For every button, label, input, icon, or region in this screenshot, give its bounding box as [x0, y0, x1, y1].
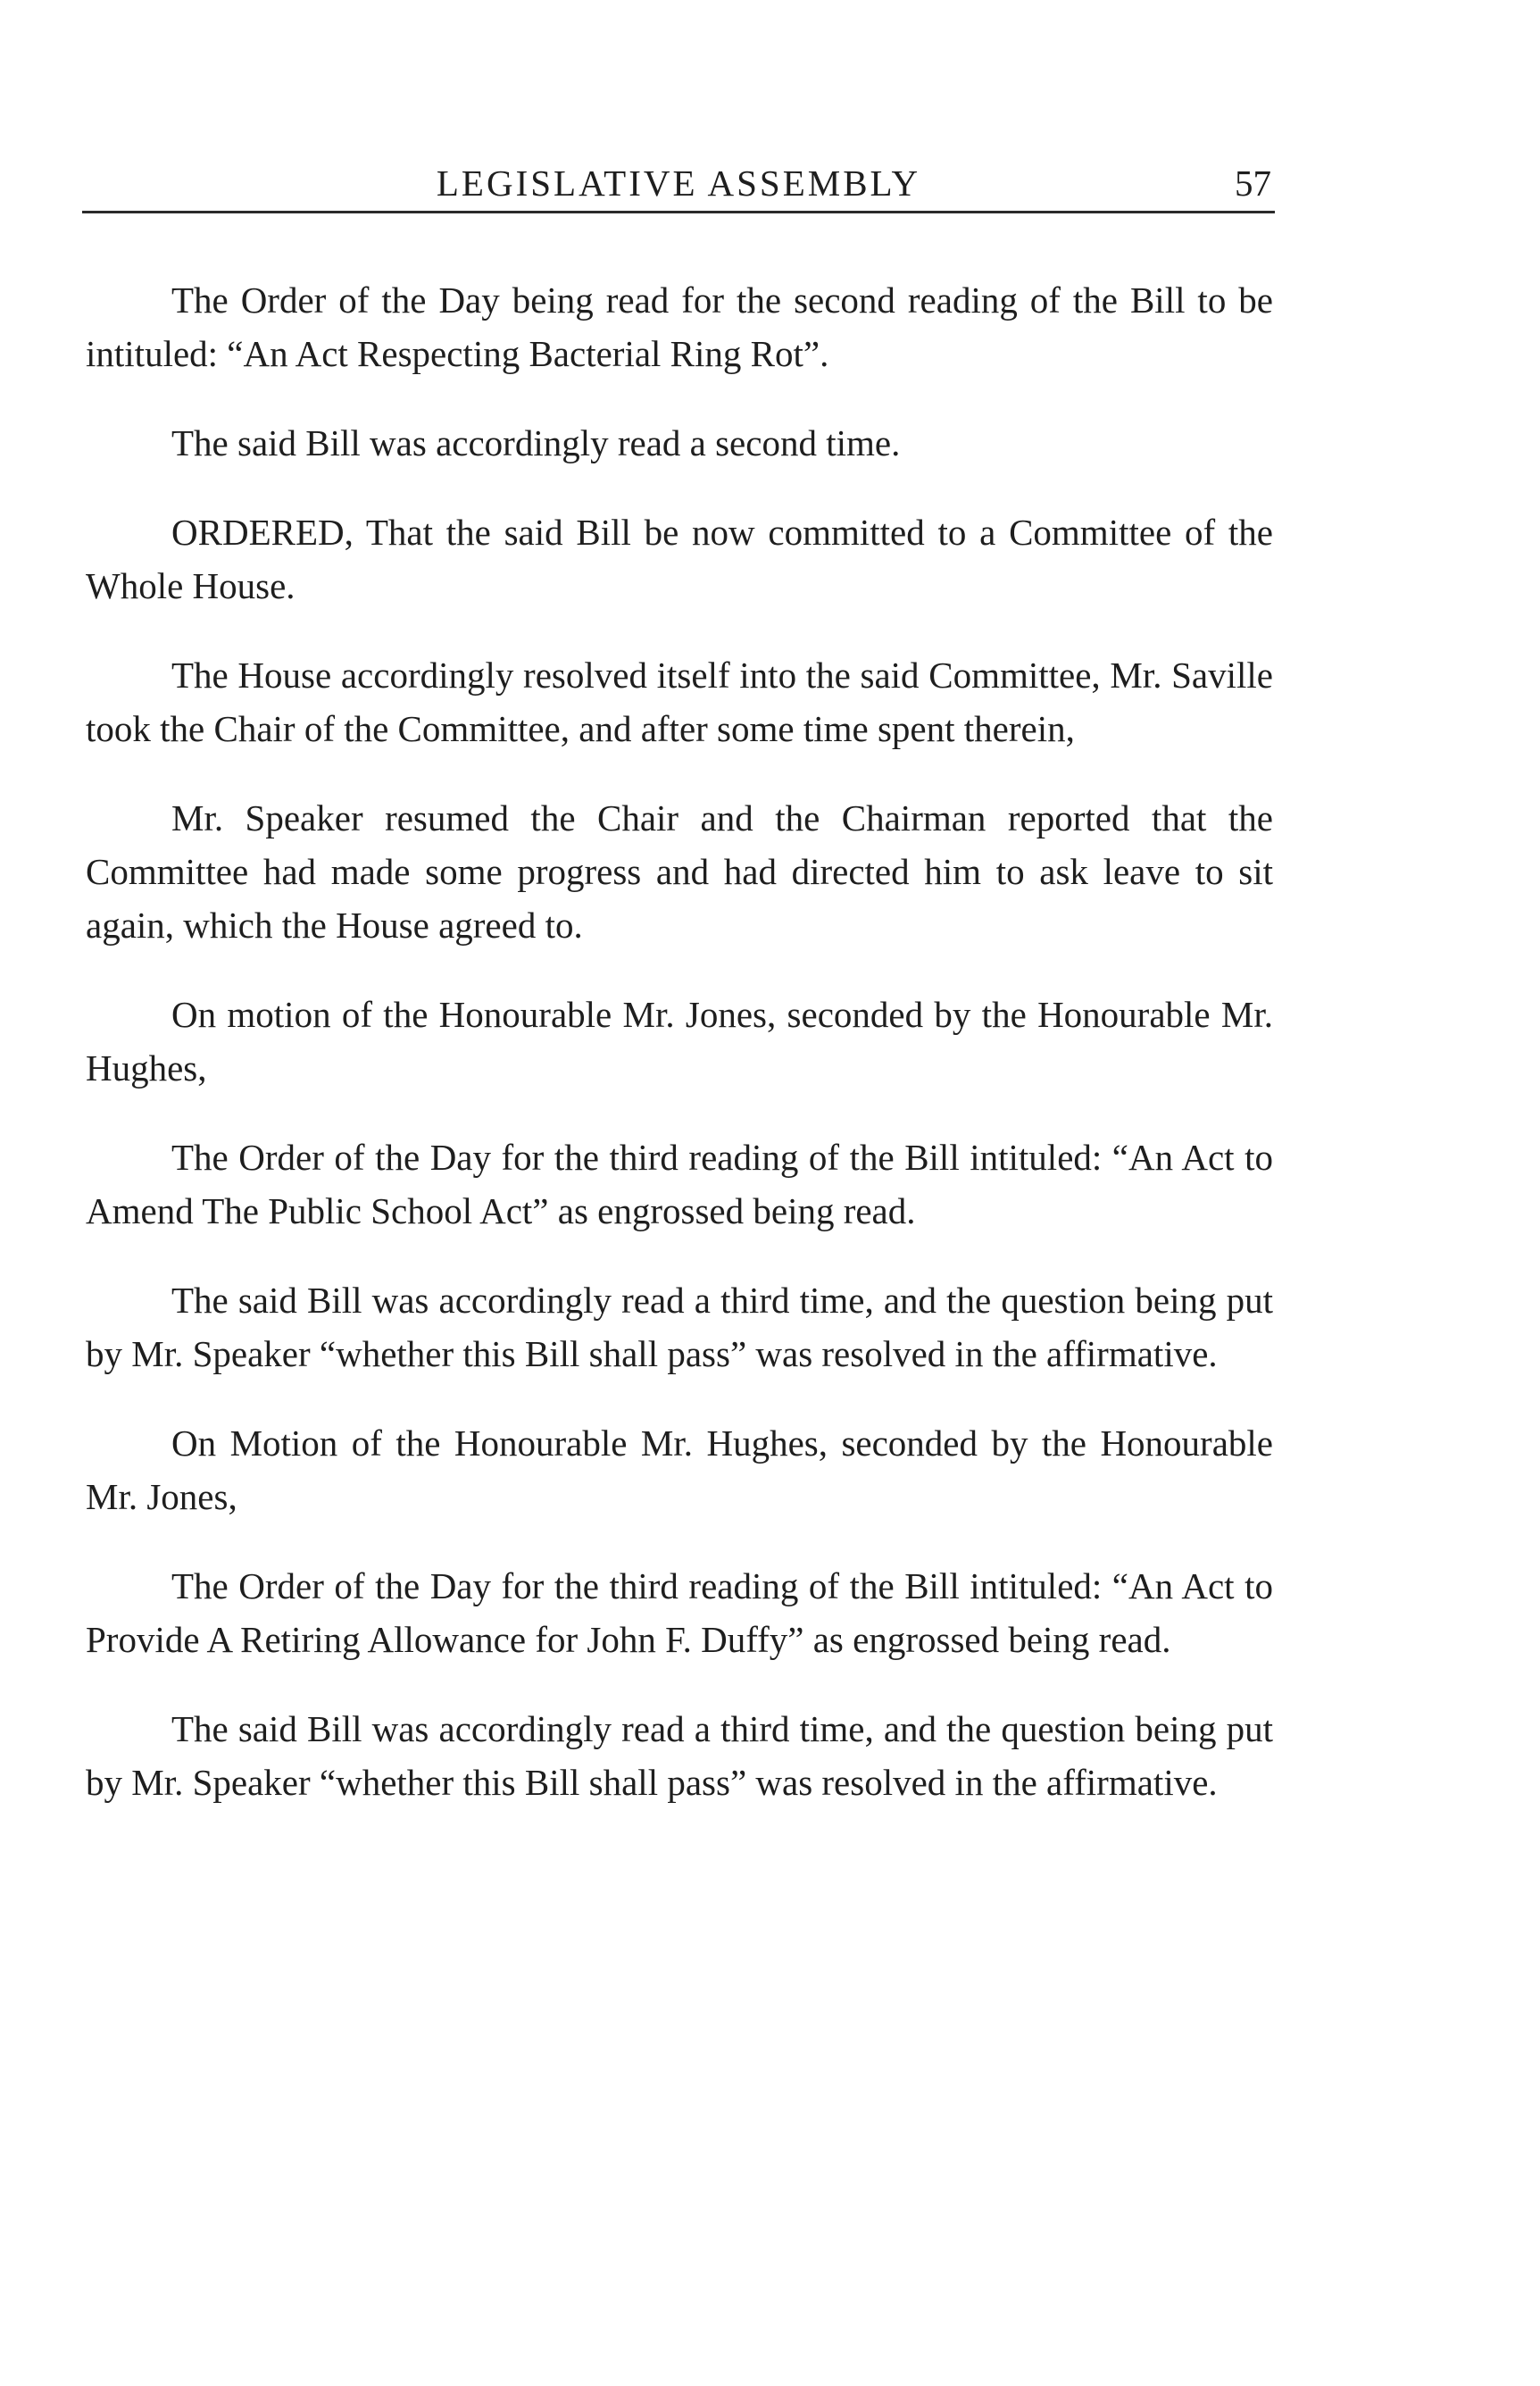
paragraph-ordered-committee: ORDERED, That the said Bill be now committed to a Committee of the Whole House. — [86, 512, 1273, 606]
paragraph-retiring-allowance-act: The Order of the Day for the third reading of the Bill intituled: “An Act to Provide A Retiring Allowance for John F. Duffy” as engrossed being read. — [86, 1565, 1273, 1660]
paragraph-third-reading-passed-1: The said Bill was accordingly read a third time, and the question being put by Mr. Speaker “whether this Bill shall pass” was resolved in the affirmative. — [86, 1280, 1273, 1374]
paragraph-speaker-resumed: Mr. Speaker resumed the Chair and the Chairman reported that the Committee had made some progress and had directed him to ask leave to sit again, which the House agreed to. — [86, 797, 1273, 946]
paragraph-read-second-time: The said Bill was accordingly read a second time. — [171, 422, 901, 463]
running-title: LEGISLATIVE ASSEMBLY — [436, 163, 921, 204]
paragraph-motion-jones: On motion of the Honourable Mr. Jones, seconded by the Honourable Mr. Hughes, — [86, 994, 1273, 1089]
body-text — [86, 273, 1273, 1845]
paragraph-public-school-act: The Order of the Day for the third reading of the Bill intituled: “An Act to Amend The Public School Act” as engrossed being read. — [86, 1137, 1273, 1231]
paragraph-second-reading-order: The Order of the Day being read for the second reading of the Bill to be intituled: “An Act Respecting Bacterial Ring Rot”. — [86, 279, 1273, 374]
page-header — [82, 155, 1275, 213]
paragraph-third-reading-passed-2: The said Bill was accordingly read a third time, and the question being put by Mr. Speaker “whether this Bill shall pass” was resolved in the affirmative. — [86, 1708, 1273, 1803]
paragraph-house-resolved: The House accordingly resolved itself into the said Committee, Mr. Saville took the Chair of the Committee, and after some time spent therein, — [86, 655, 1273, 749]
paragraph-motion-hughes: On Motion of the Honourable Mr. Hughes, seconded by the Honourable Mr. Jones, — [86, 1422, 1273, 1517]
page-number: 57 — [1235, 163, 1271, 204]
